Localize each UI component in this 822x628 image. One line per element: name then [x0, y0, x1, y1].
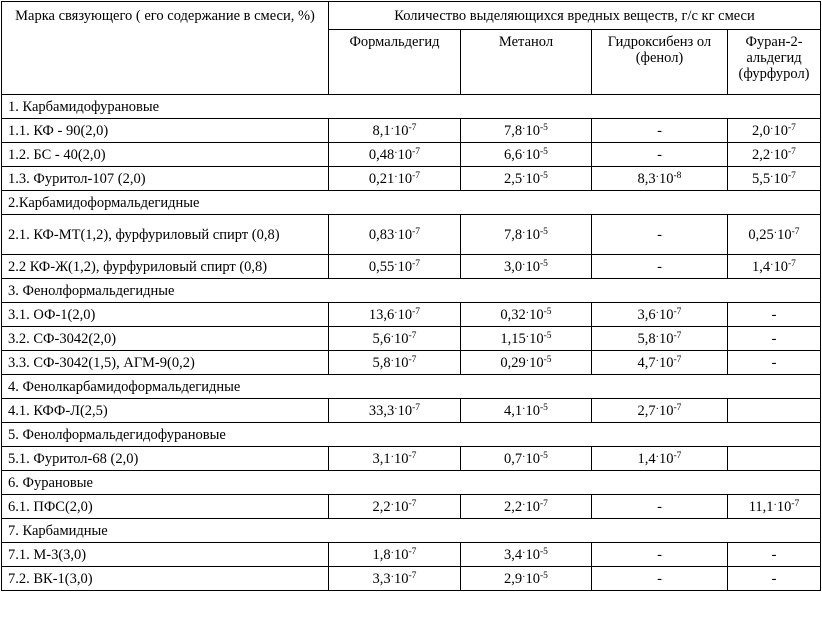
base: 10	[525, 499, 541, 515]
methanol-value: $0,7^\cdot 10^{-5}$	[461, 447, 592, 471]
phenol-value: $1,4^\cdot 10^{-7}$	[592, 447, 728, 471]
furfural-value	[728, 447, 821, 471]
group-label: 1. Карбамидофурановые	[2, 95, 821, 119]
base: 10	[773, 123, 789, 139]
cell-text: -	[771, 330, 777, 347]
mantissa: 5,5	[752, 171, 771, 187]
phenol-value	[592, 119, 728, 143]
formaldehyde-value: $8,1^\cdot 10^{-7}$	[329, 119, 461, 143]
binder-label: 2.1. КФ-МТ(1,2), фурфуриловый спирт (0,8)	[2, 215, 329, 255]
group-label: 4. Фенолкарбамидоформальдегидные	[2, 375, 821, 399]
furfural-value: $5,5^\cdot 10^{-7}$	[728, 167, 821, 191]
mantissa: 1,15	[500, 331, 526, 347]
cell-text: -	[657, 546, 662, 563]
group-label: 2.Карбамидоформальдегидные	[2, 191, 821, 215]
furfural-value: $0,25^\cdot 10^{-7}$	[728, 215, 821, 255]
group-row	[2, 375, 821, 399]
exponent: -7	[412, 147, 421, 157]
phenol-value	[592, 495, 728, 519]
table-row	[2, 495, 821, 519]
exponent: -7	[791, 499, 800, 509]
exponent: -5	[540, 147, 548, 157]
base: 10	[529, 307, 544, 323]
cell-text: -	[657, 570, 662, 587]
group-row	[2, 191, 821, 215]
mantissa: 8,3	[637, 171, 656, 187]
group-row	[2, 471, 821, 495]
mantissa: 2,5	[504, 171, 523, 187]
base: 10	[525, 403, 541, 419]
group-label: 5. Фенолформальдегидофурановые	[2, 423, 821, 447]
base: 10	[394, 331, 409, 347]
cell-text: -	[657, 258, 662, 275]
binder-label: 1.2. БС - 40(2,0)	[2, 143, 329, 167]
base: 10	[397, 307, 413, 323]
table-row	[2, 399, 821, 423]
furfural-value: $2,0^\cdot 10^{-7}$	[728, 119, 821, 143]
base: 10	[529, 331, 544, 347]
formaldehyde-value: $5,6^\cdot 10^{-7}$	[329, 327, 461, 351]
formaldehyde-value: $3,3^\cdot 10^{-7}$	[329, 567, 461, 591]
exponent: -8	[673, 171, 682, 181]
methanol-value: $4,1^\cdot 10^{-5}$	[461, 399, 592, 423]
formaldehyde-value: $5,8^\cdot 10^{-7}$	[329, 351, 461, 375]
formaldehyde-value: $0,48^\cdot 10^{-7}$	[329, 143, 461, 167]
exponent: -7	[788, 147, 796, 157]
binder-label: 7.2. ВК-1(3,0)	[2, 567, 329, 591]
exponent: -5	[540, 123, 548, 133]
base: 10	[525, 451, 541, 467]
formaldehyde-value: $33,3^\cdot 10^{-7}$	[329, 399, 461, 423]
cell-text: -	[771, 354, 777, 371]
base: 10	[525, 147, 541, 163]
mantissa: 5,8	[372, 355, 391, 371]
base: 10	[397, 147, 413, 163]
exponent: -5	[540, 571, 548, 581]
base: 10	[397, 259, 413, 275]
exponent: -7	[788, 123, 796, 133]
binder-label: 1.1. КФ - 90(2,0)	[2, 119, 329, 143]
furfural-value	[728, 327, 821, 351]
mantissa: 2,0	[752, 123, 771, 139]
base: 10	[773, 147, 789, 163]
base: 10	[659, 355, 674, 371]
emissions-table	[1, 1, 821, 591]
mantissa: 0,48	[368, 147, 395, 163]
binder-label: 3.1. ОФ-1(2,0)	[2, 303, 329, 327]
furfural-value: $2,2^\cdot 10^{-7}$	[728, 143, 821, 167]
mantissa: 2,2	[504, 499, 523, 515]
mantissa: 2,9	[504, 571, 523, 587]
exponent: -7	[408, 571, 417, 581]
exponent: -7	[408, 331, 417, 341]
table-row	[2, 303, 821, 327]
base: 10	[394, 451, 409, 467]
exponent: -5	[543, 331, 552, 341]
exponent: -7	[791, 227, 800, 237]
table-row	[2, 327, 821, 351]
phenol-value: $4,7^\cdot 10^{-7}$	[592, 351, 728, 375]
exponent: -5	[543, 355, 552, 365]
group-row	[2, 95, 821, 119]
phenol-value: $8,3^\cdot 10^{-8}$	[592, 167, 728, 191]
methanol-value: $1,15^\cdot 10^{-5}$	[461, 327, 592, 351]
methanol-value: $3,4^\cdot 10^{-5}$	[461, 543, 592, 567]
cell-text: -	[771, 306, 777, 323]
exponent: -5	[540, 547, 548, 557]
base: 10	[394, 355, 409, 371]
exponent: -5	[540, 171, 548, 181]
header-furfural: Фуран-2-альдегид (фурфурол)	[728, 30, 821, 95]
mantissa: 0,32	[500, 307, 526, 323]
table-row	[2, 543, 821, 567]
mantissa: 0,29	[500, 355, 526, 371]
phenol-value	[592, 543, 728, 567]
exponent: -7	[412, 307, 421, 317]
cell-text: -	[657, 226, 662, 243]
formaldehyde-value: $0,83^\cdot 10^{-7}$	[329, 215, 461, 255]
formaldehyde-value: $1,8^\cdot 10^{-7}$	[329, 543, 461, 567]
mantissa: 7,8	[504, 227, 523, 243]
exponent: -5	[540, 259, 548, 269]
base: 10	[659, 171, 674, 187]
exponent: -7	[412, 171, 421, 181]
group-label: 7. Карбамидные	[2, 519, 821, 543]
binder-label: 5.1. Фуритол-68 (2,0)	[2, 447, 329, 471]
formaldehyde-value: $2,2^\cdot 10^{-7}$	[329, 495, 461, 519]
exponent: -7	[408, 547, 417, 557]
mantissa: 13,6	[368, 307, 395, 323]
exponent: -5	[540, 451, 548, 461]
base: 10	[529, 355, 544, 371]
mantissa: 11,1	[748, 499, 774, 515]
group-row	[2, 423, 821, 447]
cell-text: -	[657, 498, 662, 515]
table-row	[2, 215, 821, 255]
cell-text: -	[771, 570, 777, 587]
binder-label: 4.1. КФФ-Л(2,5)	[2, 399, 329, 423]
exponent: -7	[408, 499, 417, 509]
formaldehyde-value: $3,1^\cdot 10^{-7}$	[329, 447, 461, 471]
table-row	[2, 447, 821, 471]
methanol-value: $3,0^\cdot 10^{-5}$	[461, 255, 592, 279]
exponent: -5	[540, 227, 548, 237]
exponent: -7	[673, 331, 682, 341]
header-methanol: Метанол	[461, 30, 592, 95]
furfural-value	[728, 399, 821, 423]
base: 10	[394, 571, 409, 587]
base: 10	[659, 331, 674, 347]
group-row	[2, 519, 821, 543]
formaldehyde-value: $0,21^\cdot 10^{-7}$	[329, 167, 461, 191]
phenol-value	[592, 215, 728, 255]
exponent: -7	[412, 259, 421, 269]
base: 10	[525, 171, 541, 187]
cell-text: -	[771, 546, 777, 563]
mantissa: 4,1	[504, 403, 523, 419]
mantissa: 0,83	[368, 227, 395, 243]
binder-label: 7.1. М-3(3,0)	[2, 543, 329, 567]
exponent: -7	[673, 307, 682, 317]
base: 10	[394, 499, 409, 515]
base: 10	[773, 171, 789, 187]
furfural-value: $1,4^\cdot 10^{-7}$	[728, 255, 821, 279]
phenol-value: $3,6^\cdot 10^{-7}$	[592, 303, 728, 327]
methanol-value: $2,2^\cdot 10^{-7}$	[461, 495, 592, 519]
mantissa: 5,6	[372, 331, 391, 347]
mantissa: 0,55	[368, 259, 395, 275]
base: 10	[659, 307, 674, 323]
base: 10	[773, 259, 789, 275]
base: 10	[776, 499, 792, 515]
furfural-value	[728, 543, 821, 567]
group-label: 6. Фурановые	[2, 471, 821, 495]
cell-text: -	[657, 122, 662, 139]
mantissa: 1,8	[372, 547, 391, 563]
mantissa: 1,4	[637, 451, 656, 467]
table-row	[2, 167, 821, 191]
methanol-value: $7,8^\cdot 10^{-5}$	[461, 119, 592, 143]
exponent: -7	[673, 355, 682, 365]
base: 10	[659, 403, 674, 419]
furfural-value	[728, 351, 821, 375]
base: 10	[525, 227, 541, 243]
mantissa: 2,2	[372, 499, 391, 515]
methanol-value: $0,29^\cdot 10^{-5}$	[461, 351, 592, 375]
formaldehyde-value: $0,55^\cdot 10^{-7}$	[329, 255, 461, 279]
base: 10	[397, 227, 413, 243]
mantissa: 2,7	[637, 403, 656, 419]
mantissa: 3,3	[372, 571, 391, 587]
base: 10	[394, 123, 409, 139]
base: 10	[525, 259, 541, 275]
methanol-value: $2,9^\cdot 10^{-5}$	[461, 567, 592, 591]
exponent: -7	[408, 123, 417, 133]
mantissa: 5,8	[637, 331, 656, 347]
exponent: -5	[540, 403, 548, 413]
methanol-value: $2,5^\cdot 10^{-5}$	[461, 167, 592, 191]
header-formaldehyde: Формальдегид	[329, 30, 461, 95]
base: 10	[525, 547, 541, 563]
mantissa: 4,7	[637, 355, 656, 371]
header-phenol: Гидроксибенз ол (фенол)	[592, 30, 728, 95]
mantissa: 7,8	[504, 123, 523, 139]
table-row	[2, 143, 821, 167]
base: 10	[397, 403, 413, 419]
mantissa: 2,2	[752, 147, 771, 163]
exponent: -7	[673, 403, 682, 413]
phenol-value: $2,7^\cdot 10^{-7}$	[592, 399, 728, 423]
base: 10	[525, 123, 541, 139]
base: 10	[397, 171, 413, 187]
binder-label: 3.2. СФ-3042(2,0)	[2, 327, 329, 351]
group-row	[2, 279, 821, 303]
mantissa: 8,1	[372, 123, 391, 139]
table-row	[2, 255, 821, 279]
mantissa: 1,4	[752, 259, 771, 275]
phenol-value	[592, 567, 728, 591]
header-binder-brand: Марка связующего ( его содержание в смеси, %)	[2, 2, 329, 95]
mantissa: 0,25	[748, 227, 774, 243]
mantissa: 0,7	[504, 451, 523, 467]
exponent: -7	[408, 355, 417, 365]
methanol-value: $6,6^\cdot 10^{-5}$	[461, 143, 592, 167]
table-row	[2, 567, 821, 591]
phenol-value	[592, 255, 728, 279]
mantissa: 3,0	[504, 259, 523, 275]
phenol-value	[592, 143, 728, 167]
binder-label: 2.2 КФ-Ж(1,2), фурфуриловый спирт (0,8)	[2, 255, 329, 279]
cell-text: -	[657, 146, 662, 163]
exponent: -7	[408, 451, 417, 461]
exponent: -7	[540, 499, 548, 509]
furfural-value: $11,1^\cdot 10^{-7}$	[728, 495, 821, 519]
group-label: 3. Фенолформальдегидные	[2, 279, 821, 303]
exponent: -7	[412, 403, 421, 413]
mantissa: 3,4	[504, 547, 523, 563]
exponent: -7	[788, 259, 796, 269]
exponent: -5	[543, 307, 552, 317]
furfural-value	[728, 303, 821, 327]
mantissa: 3,1	[372, 451, 391, 467]
table-row	[2, 119, 821, 143]
mantissa: 0,21	[368, 171, 395, 187]
phenol-value: $5,8^\cdot 10^{-7}$	[592, 327, 728, 351]
binder-label: 3.3. СФ-3042(1,5), АГМ-9(0,2)	[2, 351, 329, 375]
binder-label: 1.3. Фуритол-107 (2,0)	[2, 167, 329, 191]
base: 10	[394, 547, 409, 563]
binder-label: 6.1. ПФС(2,0)	[2, 495, 329, 519]
mantissa: 3,6	[637, 307, 656, 323]
base: 10	[659, 451, 674, 467]
formaldehyde-value: $13,6^\cdot 10^{-7}$	[329, 303, 461, 327]
base: 10	[525, 571, 541, 587]
base: 10	[777, 227, 792, 243]
methanol-value: $0,32^\cdot 10^{-5}$	[461, 303, 592, 327]
header-emissions-group: Количество выделяющихся вредных веществ, г/с кг смеси	[329, 2, 821, 30]
exponent: -7	[788, 171, 796, 181]
methanol-value: $7,8^\cdot 10^{-5}$	[461, 215, 592, 255]
mantissa: 33,3	[368, 403, 395, 419]
table-row	[2, 351, 821, 375]
furfural-value	[728, 567, 821, 591]
mantissa: 6,6	[504, 147, 523, 163]
exponent: -7	[412, 227, 421, 237]
exponent: -7	[673, 451, 682, 461]
